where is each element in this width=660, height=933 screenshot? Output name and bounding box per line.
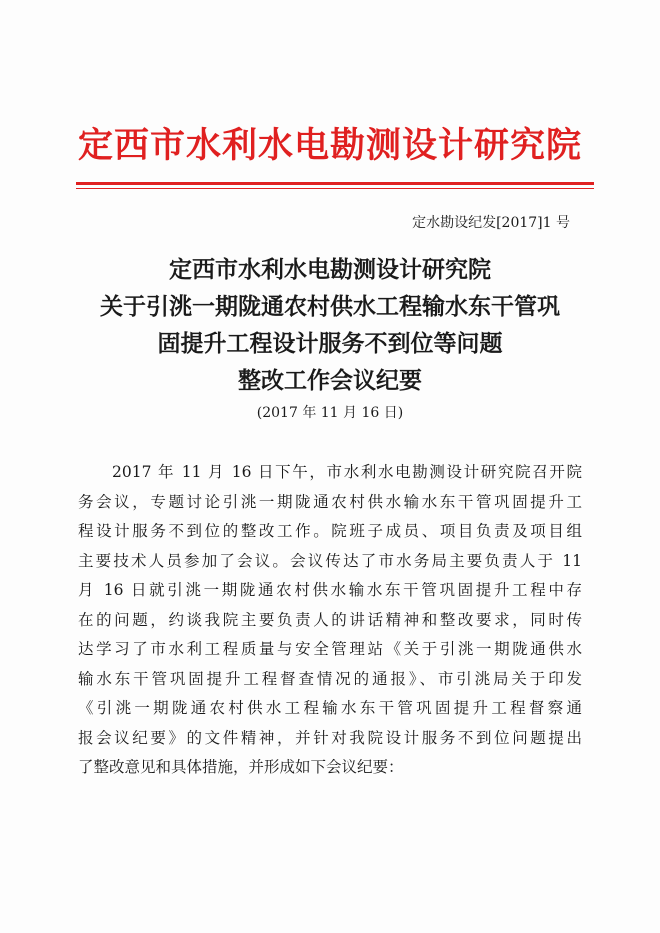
body-line: 达学习了市水利工程质量与安全管理站《关于引洮一期陇通供水 [78, 640, 582, 658]
body-line: 《引洮一期陇通农村供水工程输水东干管巩固提升工程督察通 [78, 699, 582, 717]
body-line: 2017 年 11 月 16 日下午，市水利水电勘测设计研究院召开院 [112, 463, 582, 481]
body-line: 了整改意见和具体措施，并形成如下会议纪要： [78, 758, 404, 776]
body-line: 程设计服务不到位的整改工作。院班子成员、项目负责及项目组 [78, 522, 582, 540]
document-title [0, 252, 660, 424]
body-line: 务会议，专题讨论引洮一期陇通农村供水输水东干管巩固提升工 [78, 492, 582, 511]
title-line: 关于引洮一期陇通农村供水工程输水东干管巩 [100, 294, 560, 320]
document-number: 定水勘设纪发[2017]1 号 [412, 215, 570, 231]
body-line: 报会议纪要》的文件精神，并针对我院设计服务不到位问题提出 [78, 728, 582, 747]
body-line: 输水东干管巩固提升工程督查情况的通报》、市引洮局关于印发 [78, 669, 582, 688]
title-line: 定西市水利水电勘测设计研究院 [169, 257, 491, 283]
title-line: 固提升工程设计服务不到位等问题 [157, 331, 503, 357]
meeting-date: (2017 年 11 月 16 日) [256, 405, 404, 421]
letterhead-rule-thin [76, 188, 594, 189]
body-line: 主要技术人员参加了会议。会议传达了市水务局主要负责人于 11 [78, 551, 582, 570]
org-letterhead: 定西市水利水电勘测设计研究院 [77, 126, 582, 166]
letterhead-rule-thick [76, 182, 594, 185]
title-line: 整改工作会议纪要 [238, 368, 422, 394]
body-line: 月 16 日就引洮一期陇通农村供水输水东干管巩固提升工程中存 [78, 581, 582, 599]
body-paragraph [78, 458, 582, 783]
body-line: 在的问题，约谈我院主要负责人的讲话精神和整改要求，同时传 [78, 610, 582, 629]
